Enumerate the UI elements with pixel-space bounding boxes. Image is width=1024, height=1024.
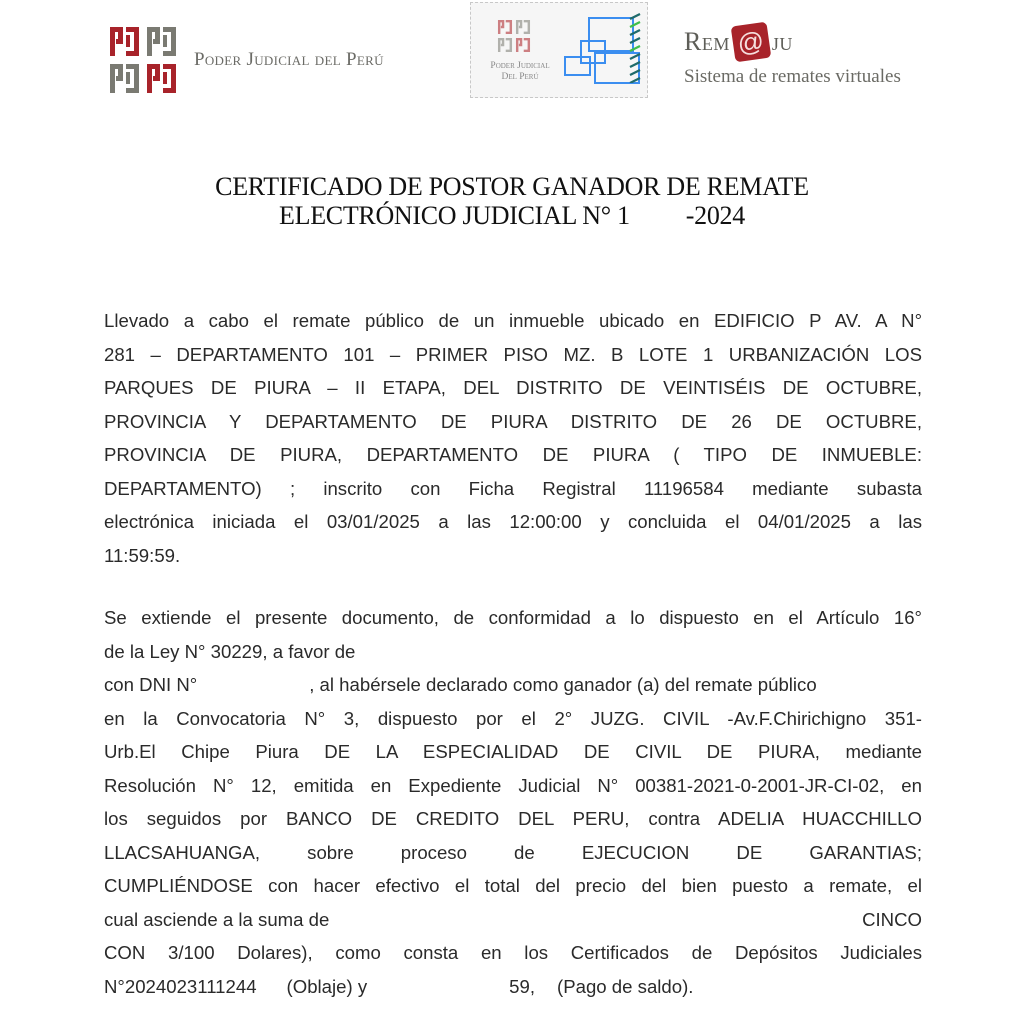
deposit-number-suffix: 59, (509, 975, 536, 997)
poder-judicial-stamp (470, 2, 648, 98)
title-line-2-prefix: ELECTRÓNICO JUDICIAL N° 1 (279, 201, 630, 230)
stamp-stripes-icon (629, 11, 641, 83)
paragraph-line: LLACSAHUANGA, sobre proceso de EJECUCION DE GARANTIAS; (104, 841, 922, 863)
winner-declaration: , al habérsele declarado como ganador (a) del remate público (309, 674, 817, 695)
remaju-title-right: ju (771, 27, 793, 56)
paragraph-line: PROVINCIA Y DEPARTAMENTO DE PIURA DISTRITO DE 26 DE OCTUBRE, (104, 410, 922, 432)
title-line-1: CERTIFICADO DE POSTOR GANADOR DE REMATE (215, 172, 809, 201)
deposit-number: N°2024023111244 (104, 975, 257, 997)
paragraph-line: DEPARTAMENTO) ; inscrito con Ficha Registral 11196584 mediante subasta (104, 477, 922, 499)
paragraph-line: electrónica iniciada el 03/01/2025 a las 12:00:00 y concluida el 04/01/2025 a las (104, 511, 922, 532)
paragraph-line: de la Ley N° 30229, a favor de (104, 640, 356, 662)
paragraph-line: Se extiende el presente documento, de conformidad a lo dispuesto en el Artículo 16° (104, 607, 922, 628)
stamp-text-line2: Del Perú (501, 71, 539, 82)
remaju-title-left: Rem (684, 27, 730, 56)
paragraph-line: los seguidos por BANCO DE CREDITO DEL PERU, contra ADELIA HUACCHILLO (104, 808, 922, 829)
pj-tile-red-icon (108, 25, 141, 58)
paragraph-certification (104, 601, 922, 1003)
stamp-text (477, 61, 563, 83)
deposit-type-oblaje: (Oblaje) y (286, 975, 368, 997)
document-header (0, 0, 1024, 110)
pj-tile-gray-icon (145, 25, 178, 58)
paragraph-line: 281 – DEPARTAMENTO 101 – PRIMER PISO MZ. B LOTE 1 URBANIZACIÓN LOS (104, 343, 922, 365)
pj-emblem-icon (108, 25, 178, 95)
paragraph-line: Urb.El Chipe Piura DE LA ESPECIALIDAD DE CIVIL DE PIURA, mediante (104, 741, 922, 762)
remaju-subtitle: Sistema de remates virtuales (684, 66, 901, 87)
paragraph-line: PROVINCIA DE PIURA, DEPARTAMENTO DE PIURA ( TIPO DE INMUEBLE: (104, 444, 922, 465)
amount-words: CINCO (862, 908, 922, 930)
poder-judicial-logo (108, 25, 384, 95)
at-sign-icon: @ (731, 22, 772, 63)
title-line-2-year: -2024 (685, 201, 745, 230)
paragraph-line: Resolución N° 12, emitida en Expediente Judicial N° 00381-2021-0-2001-JR-CI-02, en (104, 774, 922, 796)
document-title (0, 172, 1024, 230)
paragraph-line: PARQUES DE PIURA – II ETAPA, DEL DISTRITO DE VEINTISÉIS DE OCTUBRE, (104, 377, 922, 398)
stamp-emblem-icon (497, 19, 531, 53)
paragraph-line: CON 3/100 Dolares), como consta en los Certificados de Depósitos Judiciales (104, 942, 922, 963)
pj-tile-gray-icon (108, 62, 141, 95)
amount-label: cual asciende a la suma de (104, 908, 330, 930)
title-line-2 (0, 201, 1024, 230)
paragraph-line: 11:59:59. (104, 544, 181, 566)
stamp-text-line1: Poder Judicial (490, 61, 550, 71)
paragraph-line: CUMPLIÉNDOSE con hacer efectivo el total del precio del bien puesto a remate, el (104, 875, 922, 896)
paragraph-line (104, 668, 922, 702)
paragraph-line (104, 970, 922, 1004)
paragraph-line (104, 903, 922, 937)
dni-label: con DNI N° (104, 674, 198, 695)
remaju-logo (684, 22, 901, 88)
remaju-title (684, 22, 901, 62)
pj-tile-red-icon (145, 62, 178, 95)
poder-judicial-name: Poder Judicial del Perú (194, 49, 384, 70)
paragraph-line: en la Convocatoria N° 3, dispuesto por el 2° JUZG. CIVIL -Av.F.Chirichigno 351- (104, 707, 922, 729)
paragraph-line: Llevado a cabo el remate público de un inmueble ubicado en EDIFICIO P AV. A N° (104, 310, 922, 331)
paragraph-property-description (104, 304, 922, 572)
deposit-type-saldo: (Pago de saldo). (557, 975, 694, 997)
